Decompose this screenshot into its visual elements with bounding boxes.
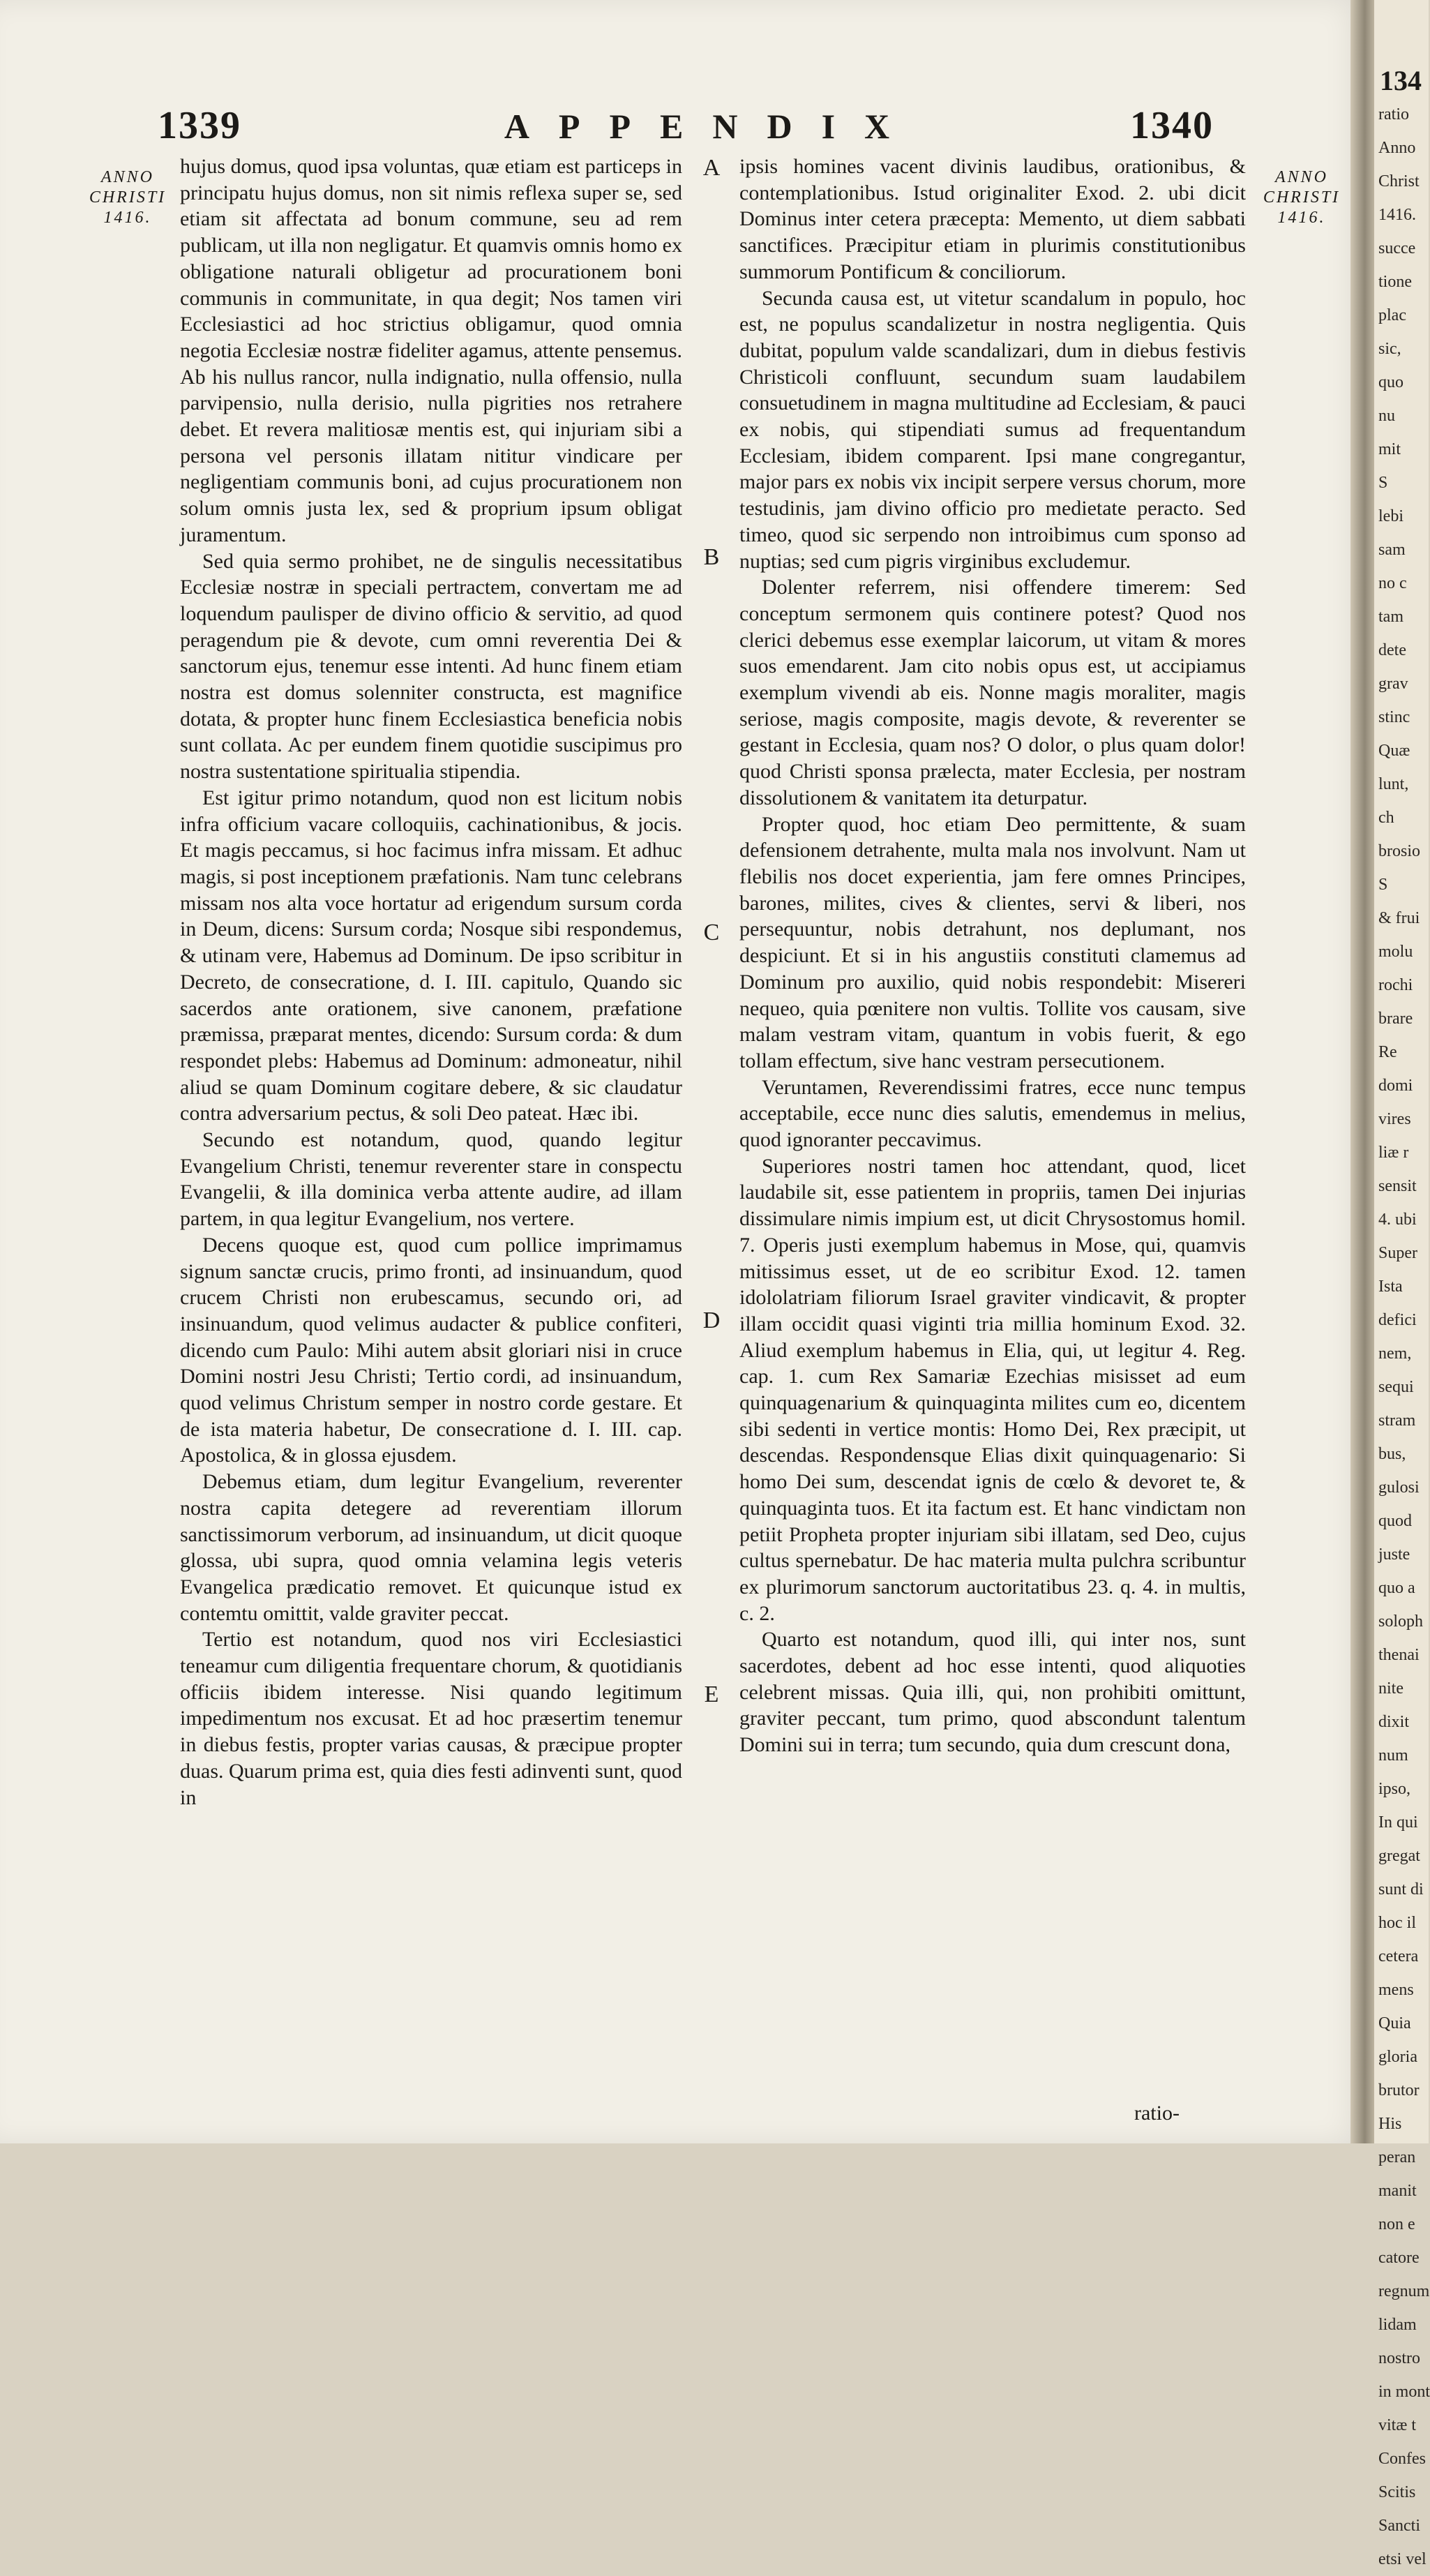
paragraph: Propter quod, hoc etiam Deo permittente, & suam defensionem detrahente, multa mala nos involvunt. Nam ut flebilis nos docet experientia, jam fere omnes Principes, barones, milites, cives & clientes, servi & liberi, nos persequuntur, nobis detrahunt, nos deplumant, nos despiciunt. Et si in his angustiis constituti clamemus ad Dominum pro auxilio, quid nobis respondebit: Misereri nequeo, quia pœnitere non vultis. Tollite vos causam, sive malam vestram vitam, quantum in vobis fuerit, & ego tollam effectum, sive hanc vestram persecutionem. — [739, 812, 1246, 1072]
next-page-line: nem, — [1378, 1345, 1412, 1363]
next-page-line: regnum — [1378, 2282, 1430, 2300]
next-page-line: ratio — [1378, 105, 1409, 123]
next-page-line: nostro — [1378, 2349, 1420, 2367]
next-page-line: dete — [1378, 641, 1406, 659]
next-page-line: stram — [1378, 1411, 1416, 1430]
next-page-line: brosio — [1378, 842, 1420, 860]
next-page-line: num — [1378, 1746, 1408, 1765]
paragraph: Sed quia sermo prohibet, ne de singulis necessitatibus Ecclesiæ nostræ in speciali pertractem, convertam me ad loquendum paulisper de divino officio & servitio, ad quod peragendum pie & devote, cum omni reverentia Dei & sanctorum ejus, tenemur esse intenti. Ad hunc finem etiam nostra est domus solenniter constructa, est magnifice dotata, & propter hunc finem Ecclesiastica beneficia nobis sunt collata. Ac per eundem finem quotidie suscipimus pro nostra sustentatione spiritualia stipendia. — [180, 549, 682, 784]
next-page-line: peran — [1378, 2148, 1416, 2166]
next-page-line: cetera — [1378, 1947, 1419, 1965]
book-gutter — [1350, 0, 1374, 2143]
next-page-line: dixit — [1378, 1713, 1410, 1731]
paragraph: Secunda causa est, ut vitetur scandalum in populo, hoc est, ne populus scandalizetur in nostra negligentia. Quis dubitat, populum valde scandalizari, dum in diebus festivis Christicoli confluunt, secundum suam laudabilem consuetudinem in magna multitudine ad Ecclesiam, & pauci ex nobis, qui stipendiati sumus ad frequentandum Ecclesiam, ibidem comparent. Ipsi mane congregantur, major pars ex nobis vix incipit serpere versus chorum, more testudinis, jam divino officio pro medietate peracto. Sed timeo, quod sic serpendo non introibimus cum sponso ad nuptias; sed cum pigris virginibus excludemur. — [739, 286, 1246, 573]
next-page-line: Ista — [1378, 1278, 1403, 1296]
next-page-line: rochi — [1378, 976, 1413, 994]
next-page-line: lidam — [1378, 2316, 1417, 2334]
next-page-line: liæ r — [1378, 1144, 1409, 1162]
next-page-line: mens — [1378, 1981, 1414, 1999]
next-page-line: no c — [1378, 574, 1407, 592]
next-page-line: In qui — [1378, 1813, 1418, 1832]
next-page-line: Quia — [1378, 2014, 1411, 2032]
next-page-line: soloph — [1378, 1612, 1424, 1631]
next-page-line: succe — [1378, 239, 1416, 257]
next-page-line: mit — [1378, 440, 1401, 458]
next-page-line: ch — [1378, 809, 1394, 827]
section-letter-e: E — [704, 1682, 719, 1707]
next-page-line: gregat — [1378, 1847, 1420, 1865]
next-page-line: His — [1378, 2115, 1402, 2133]
next-page-number: 134 — [1380, 65, 1422, 96]
page-header — [0, 103, 1350, 152]
margin-year: 1416. — [1277, 209, 1326, 227]
next-page-line: sequi — [1378, 1378, 1414, 1396]
next-page-line: S — [1378, 474, 1388, 492]
left-page-number: 1339 — [158, 104, 241, 147]
next-page-line: Confes — [1378, 2450, 1426, 2468]
next-page-line: Re — [1378, 1043, 1397, 1061]
next-page-line: plac — [1378, 306, 1406, 324]
margin-christi: CHRISTI — [1263, 188, 1341, 207]
paragraph: Quarto est notandum, quod illi, qui inter nos, sunt sacerdotes, debent ad hoc esse intenti, quod aliquoties celebrent missas. Quia illi, qui, non prohibiti omittunt, graviter peccant, tum primo, quod abscondunt talentum Domini sui in terra; tum secundo, quia dum crescunt dona, — [739, 1628, 1246, 1757]
next-page-line: Quæ — [1378, 742, 1410, 760]
next-page-line: sunt di — [1378, 1880, 1424, 1899]
margin-year: 1416. — [103, 209, 152, 227]
paragraph: Decens quoque est, quod cum pollice imprimamus signum sanctæ crucis, primo fronti, ad insinuandum, quod crucem Christi non erubescamus, secundo ori, ad insinuandum, quod velimus audacter & publice confiteri, dicendo cum Paulo: Mihi autem absit gloriari nisi in cruce Domini nostri Jesu Christi; Tertio cordi, ad insinuandum, quod velimus Christum semper in nostro corde gestare. Et de ista materia habetur, De consecratione d. I. III. cap. Apostolica, & in glossa ejusdem. — [180, 1233, 682, 1467]
section-letter-a: A — [702, 155, 721, 181]
next-page-line: defici — [1378, 1311, 1417, 1329]
section-letter-d: D — [702, 1308, 721, 1333]
next-page-line: S — [1378, 876, 1388, 894]
right-text-column — [739, 153, 1246, 1758]
paragraph: Dolenter referrem, nisi offendere timerem: Sed conceptum sermonem quis continere potest? Quod nos clerici debemus esse exemplar laicorum, ut vitam & mores suos emendarent. Jam cito nobis opus est, ut accipiamus exemplum vivendi ab eis. Nonne magis moraliter, magis seriose, magis composite, magis devote, & reverenter se gestant in Ecclesia, quam nos? O dolor, o plus quam dolor! quod Christi sponsa prælecta, mater Ecclesia, per nostram dissolutionem & vanitatem ita deturpatur. — [739, 576, 1246, 809]
paragraph: Debemus etiam, dum legitur Evangelium, reverenter nostra capita detegere ad reverentiam illorum sanctissimorum verborum, ad insinuandum, ut dicit quoque glossa, ubi supra, quod omnia velamina legis veteris Evangelica prædicatio removet. Et quicunque istud ex contemtu omittit, valde graviter peccat. — [180, 1470, 682, 1625]
next-page-line: gulosi — [1378, 1478, 1420, 1497]
margin-christi: CHRISTI — [89, 188, 167, 207]
right-page-number: 1340 — [1130, 104, 1214, 147]
next-page-line: domi — [1378, 1077, 1413, 1095]
next-page-edge — [1374, 0, 1430, 2568]
next-page-line: quod — [1378, 1512, 1412, 1530]
next-page-line: Super — [1378, 1244, 1417, 1262]
next-page-line: sensit — [1378, 1177, 1417, 1195]
catchword: ratio- — [1134, 2102, 1180, 2125]
paragraph: ipsis homines vacent divinis laudibus, orationibus, & contemplationibus. Istud originaliter Exod. 2. ubi dicit Dominus inter cetera præcepta: Memento, ut diem sabbati sanctifices. Præcipitur etiam in plurimis constitutionibus summorum Pontificum & conciliorum. — [739, 155, 1246, 283]
next-page-line: juste — [1378, 1545, 1410, 1564]
next-page-line: thenai — [1378, 1646, 1420, 1664]
margin-anno: ANNO — [100, 168, 154, 186]
next-page-line: bus, — [1378, 1445, 1406, 1463]
next-page-line: tam — [1378, 608, 1403, 626]
next-page-line: vitæ t — [1378, 2416, 1417, 2434]
next-page-line: lunt, — [1378, 775, 1409, 793]
next-page-line: 4. ubi — [1378, 1211, 1417, 1229]
paragraph: Secundo est notandum, quod, quando legitur Evangelium Christi, tenemur reverenter stare in conspectu Evangelii, & illa dominica verba attente audire, ad illam partem, in qua legitur Evangelium, nos vertere. — [180, 1128, 682, 1231]
running-title: APPENDIX — [504, 107, 919, 146]
right-margin-year-note — [1253, 167, 1350, 228]
next-page-line: nite — [1378, 1679, 1403, 1698]
next-page-line: etsi vel — [1378, 2550, 1427, 2568]
next-page-line: Christ — [1378, 172, 1420, 190]
next-page-line: hoc il — [1378, 1914, 1416, 1932]
next-page-line: 1416. — [1378, 206, 1416, 224]
section-letter-c: C — [703, 920, 720, 945]
next-page-line: manit — [1378, 2182, 1417, 2200]
next-page-line: non e — [1378, 2215, 1415, 2233]
next-page-line: grav — [1378, 675, 1408, 693]
paragraph: Veruntamen, Reverendissimi fratres, ecce nunc tempus acceptabile, ecce nunc dies salutis, emendemus in melius, quod ignoranter peccavimus. — [739, 1075, 1246, 1152]
left-text-column — [180, 153, 682, 1811]
next-page-line: gloria — [1378, 2048, 1417, 2066]
next-page-line: lebi — [1378, 507, 1403, 525]
next-page-line: Sancti — [1378, 2517, 1420, 2535]
paragraph: Superiores nostri tamen hoc attendant, quod, licet laudabile sit, esse patientem in propriis, tamen Dei injurias dissimulare nimis impium est, ut dicit Chrysostomus homil. 7. Operis justi exemplum habemus in Mose, qui, quamvis mitissimus esset, ut de eo scribitur Exod. 12. tamen idololatriam filiorum Israel graviter vindicavit, & propter illam occidit quasi viginti tria millia hominum Exod. 32. Aliud exemplum habemus in Elia, qui, ut legitur 4. Reg. cap. 1. cum Rex Samariæ Ezechias misisset ad eum quinquagenarium & quinquaginta milites cum eo, dicentem sibi sedenti in vertice montis: Homo Dei, Rex præcipit, ut descendas. Respondensque Elias dixit quinquagenario: Si homo Dei sum, descendat ignis de cœlo & devoret te, & quinquaginta tuos. Et ita factum est. Et hanc vindictam non petiit Propheta propter injuriam sibi illatam, sed Deo, cujus cultus spernebatur. De hac materia multa pulchra scribuntur ex plurimorum sanctorum auctoritatibus 23. q. 4. in multis, c. 2. — [739, 1154, 1246, 1625]
next-page-line: stinc — [1378, 708, 1410, 726]
next-page-text-fragments — [1374, 98, 1430, 2576]
margin-anno: ANNO — [1274, 168, 1328, 186]
next-page-line: vires — [1378, 1110, 1411, 1128]
next-page-line: sic, — [1378, 340, 1401, 358]
next-page-line: sam — [1378, 541, 1406, 559]
next-page-line: tione — [1378, 273, 1412, 291]
next-page-line: nu — [1378, 407, 1395, 425]
next-page-line: catore — [1378, 2249, 1420, 2267]
next-page-line: in mont — [1378, 2383, 1430, 2401]
next-page-line: quo a — [1378, 1579, 1415, 1597]
next-page-line: brare — [1378, 1010, 1413, 1028]
next-page-line: brutor — [1378, 2081, 1420, 2099]
next-page-line: Anno — [1378, 139, 1416, 157]
next-page-line: molu — [1378, 943, 1413, 961]
left-margin-year-note — [75, 167, 180, 228]
section-letter-b: B — [703, 544, 720, 570]
next-page-line: Scitis — [1378, 2483, 1416, 2501]
paragraph: Est igitur primo notandum, quod non est licitum nobis infra officium vacare colloquiis, cachinationibus, & jocis. Et magis peccamus, si hoc facimus infra missam. Et adhuc magis, si post inceptionem præfationis. Nam tunc celebrans missam nos alta voce hortatur ad erigendum sursum corda in Deum, dicens: Sursum corda; Nosque sibi respondemus, & utinam vere, Habemus ad Dominum. De ipso scribitur in Decreto, de consecratione, d. I. III. capitulo, Quando sic sacerdos ante orationem, sive canonem, præfatione præmissa, præparat mentes, dicendo: Sursum corda: & dum respondet plebs: Habemus ad Dominum: admoneatur, nihil aliud se quam Dominum cogitare debere, & sic claudatur contra adversarium pectus, & soli Deo pateat. Hæc ibi. — [180, 786, 682, 1125]
next-page-line: ipso, — [1378, 1780, 1411, 1798]
next-page-line: quo — [1378, 373, 1403, 391]
paragraph: hujus domus, quod ipsa voluntas, quæ etiam est particeps in principatu hujus domus, non sit nimis reflexa super se, sed etiam sit affectata ad bonum commune, seu ad rem publicam, ut illa non negligatur. Et quamvis omnis homo ex obligatione naturali obligetur ad procurationem boni communis in communitate, in qua degit; Nos tamen viri Ecclesiastici ad hoc strictius obligamur, quod omnia negotia Ecclesiæ nostræ fideliter agamus, attente pensemus. Ab his nullus rancor, nulla indignatio, nulla offensio, nulla parvipensio, nulla derisio, nulla pigrities nos retrahere debet. Et revera malitiosæ mentis est, qui injuriam sibi a persona vel personis illatam nititur vindicare per negligentiam communis boni, ad cujus procurationem non solum omnis justa lex, sed & proprium ipsum obligat juramentum. — [180, 155, 682, 546]
paragraph: Tertio est notandum, quod nos viri Ecclesiastici teneamur cum diligentia frequentare chorum, & quotidianis officiis ibidem interesse. Nisi quando legitimum impedimentum nos excusat. Et ad hoc præsertim tenemur in diebus festis, propter varias causas, & præcipue propter duas. Quarum prima est, quia dies festi adinventi sunt, quod in — [180, 1628, 682, 1809]
next-page-line: & frui — [1378, 909, 1420, 927]
